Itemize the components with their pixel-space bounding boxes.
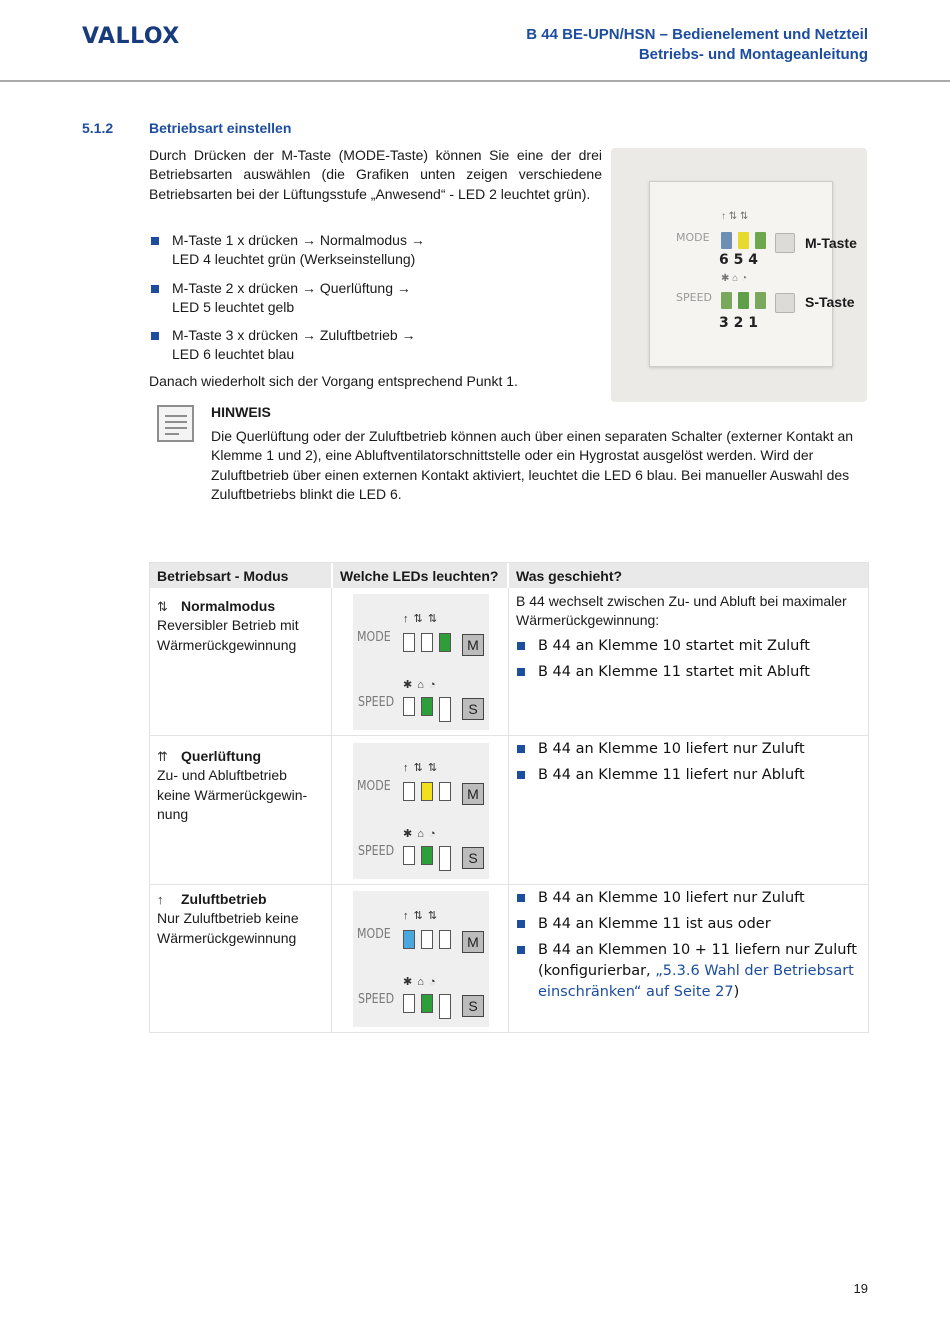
panel-speed-label: SPEED <box>358 844 395 859</box>
led-2-green <box>421 846 433 865</box>
mode-title: Normalmodus <box>181 598 276 614</box>
mode-description: Nur Zuluftbetrieb keine Wärmerückgewinnung <box>157 910 299 946</box>
table-header-mode: Betriebsart - Modus <box>150 563 331 588</box>
photo-led-5 <box>738 232 749 249</box>
page-number: 19 <box>853 1281 868 1296</box>
row-divider <box>150 884 868 885</box>
led-1-off <box>439 697 451 722</box>
bullet-square-icon <box>517 745 525 753</box>
section-intro: Durch Drücken der M-Taste (MODE-Taste) können Sie eine der drei Betriebsarten auswählen (die Grafiken unten zeigen verschiedene Betriebsarten bei der Lüftungsstufe „Anwesend“ - LED 2 leuchtet grün). <box>149 147 602 202</box>
photo-led-2 <box>738 292 749 309</box>
led-1-off <box>439 846 451 871</box>
list-item-line2: LED 5 leuchtet gelb <box>172 299 295 316</box>
note-heading: HINWEIS <box>211 404 271 420</box>
document-title-line1: B 44 BE-UPN/HSN – Bedienelement und Netzteil <box>526 26 868 43</box>
bullet-square-icon <box>151 332 159 340</box>
led-5-off <box>421 930 433 949</box>
mode-title: Zuluftbetrieb <box>181 891 267 907</box>
bullet-square-icon <box>517 920 525 928</box>
list-item <box>516 914 864 935</box>
led-1-off <box>439 994 451 1019</box>
led-5-yellow <box>421 782 433 801</box>
m-button: M <box>462 783 484 805</box>
photo-led-1 <box>755 292 766 309</box>
photo-s-button <box>775 293 795 313</box>
mode-description: Reversibler Betrieb mit Wärmerückgewinnung <box>157 617 299 653</box>
note-body: Die Querlüftung oder der Zuluftbetrieb können auch über einen separaten Schalter (externer Kontakt an Klemme 1 und 2), eine Abluftventilatorschnittstelle oder ein Hygrostat ausgelöst werden. Wird der Zuluftbetrieb über einen externen Kontakt aktiviert, leuchtet die LED 6 blau. Bei manueller Auswahl des Zuluftbetriebs blinkt die LED 6. <box>211 428 854 503</box>
repeat-note: Danach wiederholt sich der Vorgang entsprechend Punkt 1. <box>149 373 518 389</box>
mode-description: Zu- und Abluftbetrieb keine Wärmerückgewin-nung <box>157 767 308 822</box>
mode-arrows-icon: ↑ ⇅ ⇅ <box>403 910 439 922</box>
cross-ventilation-arrows-icon: ⇈ <box>157 749 168 764</box>
led-2-green <box>421 697 433 716</box>
mode-arrows-icon: ↑ ⇅ ⇅ <box>403 613 439 625</box>
photo-speed-icons: ✱ ⌂ ◔ <box>721 273 748 284</box>
list-item-line1: M-Taste 1 x drücken → Normalmodus → <box>172 232 425 248</box>
column-divider <box>331 588 332 1033</box>
speed-icons: ✱ ⌂ ◔ <box>403 976 437 988</box>
photo-mode-arrows-icon: ↑ ⇅ ⇅ <box>721 211 749 222</box>
led-4-off <box>439 782 451 801</box>
link-suffix: ) <box>733 984 740 1000</box>
led-3-off <box>403 994 415 1013</box>
control-panel-photo <box>611 148 867 402</box>
list-item-text: B 44 an Klemmen 10 + 11 liefern nur Zuluft (konfigurierbar, <box>538 942 857 979</box>
note-icon <box>157 405 194 442</box>
list-item-text: B 44 an Klemme 11 startet mit Abluft <box>538 663 810 680</box>
what-happens-supply <box>516 888 864 1008</box>
panel-mode-label: MODE <box>357 779 391 794</box>
photo-speed-label: SPEED <box>676 291 712 304</box>
m-button: M <box>462 931 484 953</box>
what-intro: B 44 wechselt zwischen Zu- und Abluft bei maximaler Wärmerückgewinnung: <box>516 593 847 629</box>
panel-speed-label: SPEED <box>358 695 395 710</box>
list-item-line2: LED 4 leuchtet grün (Werkseinstellung) <box>172 251 416 268</box>
table-header-what: Was geschieht? <box>509 563 868 588</box>
photo-led-4 <box>755 232 766 249</box>
photo-led-3 <box>721 292 732 309</box>
mode-title: Querlüftung <box>181 748 262 764</box>
list-item <box>516 765 864 786</box>
s-taste-label: S-Taste <box>805 294 855 310</box>
document-title <box>526 25 868 65</box>
panel-mode-label: MODE <box>357 927 391 942</box>
list-item <box>516 940 864 1003</box>
bullet-square-icon <box>517 946 525 954</box>
led-panel-cross <box>353 743 489 879</box>
list-item-text: B 44 an Klemme 11 liefert nur Abluft <box>538 767 805 783</box>
supply-air-arrow-icon: ↑ <box>157 892 164 907</box>
bullet-square-icon <box>517 642 525 650</box>
list-item-text: B 44 an Klemme 10 liefert nur Zuluft <box>538 741 805 757</box>
table-row-normal-mode <box>157 597 329 655</box>
led-6-off <box>403 633 415 652</box>
what-happens-normal <box>516 592 864 688</box>
photo-speed-numbers: 3 2 1 <box>719 315 758 331</box>
led-4-green <box>439 633 451 652</box>
photo-mode-label: MODE <box>676 231 710 244</box>
list-item-text: B 44 an Klemme 10 liefert nur Zuluft <box>538 890 805 906</box>
list-item-text: B 44 an Klemme 11 ist aus oder <box>538 916 771 932</box>
normal-mode-arrows-icon: ⇅ <box>157 599 168 614</box>
bullet-square-icon <box>517 894 525 902</box>
list-item <box>516 636 864 657</box>
list-item-line1: M-Taste 3 x drücken → Zuluftbetrieb → <box>172 327 416 343</box>
header-divider <box>0 80 950 82</box>
list-item-line1: M-Taste 2 x drücken → Querlüftung → <box>172 280 411 296</box>
led-6-off <box>403 782 415 801</box>
led-6-blue <box>403 930 415 949</box>
bullet-square-icon <box>517 668 525 676</box>
s-button: S <box>462 698 484 720</box>
list-item <box>516 888 864 909</box>
led-3-off <box>403 697 415 716</box>
document-title-line2: Betriebs- und Montageanleitung <box>638 46 868 63</box>
speed-icons: ✱ ⌂ ◔ <box>403 679 437 691</box>
control-panel-faceplate <box>649 181 833 367</box>
bullet-square-icon <box>517 771 525 779</box>
list-item <box>516 739 864 760</box>
vallox-logo: VALLOX <box>82 24 180 49</box>
table-row-cross-ventilation <box>157 747 329 824</box>
mode-arrows-icon: ↑ ⇅ ⇅ <box>403 762 439 774</box>
section-number: 5.1.2 <box>82 120 114 136</box>
led-5-off <box>421 633 433 652</box>
led-panel-supply <box>353 891 489 1027</box>
table-header-leds: Welche LEDs leuchten? <box>333 563 507 588</box>
speed-icons: ✱ ⌂ ◔ <box>403 828 437 840</box>
what-happens-cross <box>516 739 864 791</box>
bullet-square-icon <box>151 285 159 293</box>
bullet-square-icon <box>151 237 159 245</box>
m-taste-label: M-Taste <box>805 235 857 251</box>
list-item-text: B 44 an Klemme 10 startet mit Zuluft <box>538 637 810 654</box>
led-4-off <box>439 930 451 949</box>
led-2-green <box>421 994 433 1013</box>
photo-led-6 <box>721 232 732 249</box>
s-button: S <box>462 847 484 869</box>
m-button: M <box>462 634 484 656</box>
s-button: S <box>462 995 484 1017</box>
panel-mode-label: MODE <box>357 630 391 645</box>
list-item-line2: LED 6 leuchtet blau <box>172 346 295 363</box>
panel-speed-label: SPEED <box>358 992 395 1007</box>
cross-reference-link[interactable]: „5.3.6 Wahl der Betriebsart einschränken“ auf Seite 27 <box>538 963 854 1000</box>
table-row-supply-air <box>157 890 329 948</box>
section-title: Betriebsart einstellen <box>149 120 292 136</box>
column-divider <box>508 588 509 1033</box>
photo-mode-numbers: 6 5 4 <box>719 252 758 268</box>
led-3-off <box>403 846 415 865</box>
row-divider <box>150 735 868 736</box>
led-panel-normal <box>353 594 489 730</box>
photo-m-button <box>775 233 795 253</box>
list-item <box>516 662 864 683</box>
operating-mode-table <box>149 562 869 1033</box>
